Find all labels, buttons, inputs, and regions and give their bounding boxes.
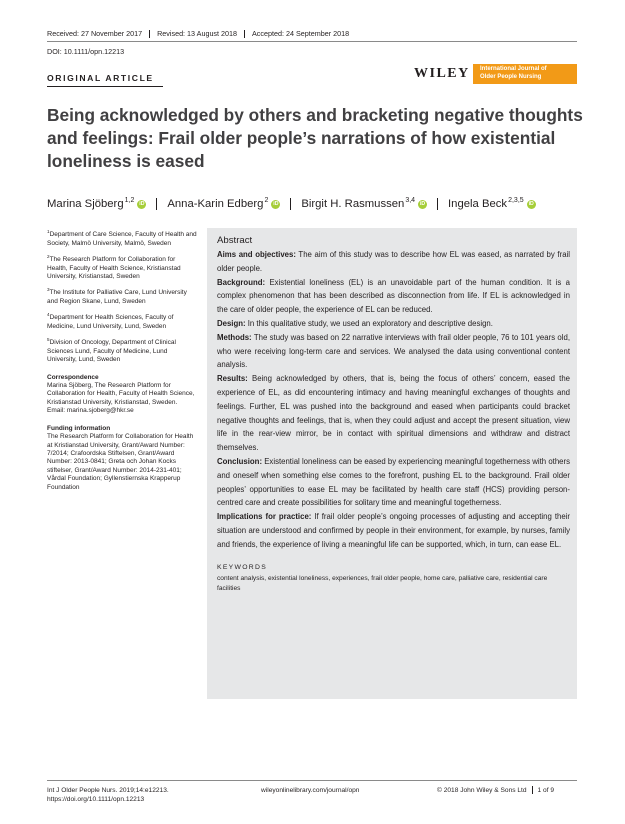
affiliation-number: 3 [47,287,50,293]
abstract-section [217,455,570,510]
author-affiliation-marks: 1,2 [124,196,135,204]
author-divider [290,198,291,210]
section-text: If frail older people’s ongoing processes of adjusting and accepting their situation are understood and confirmed by people in their environment, for example, by nurses, family and friends, the experience of living a meaningful life can be supported, which, in turn, can ease EL. [217,512,570,549]
author [167,198,280,210]
abstract-section [217,248,570,276]
author-name: Ingela Beck [448,198,508,210]
orcid-icon[interactable]: iD [139,201,145,207]
section-label: Aims and objectives: [217,250,296,259]
section-text: The study was based on 22 narrative interviews with frail older people, 76 to 101 years old, who were receiving long-term care and services. We analysed the data using conventional content analysis. [217,332,570,370]
doi-link[interactable]: https://doi.org/10.1111/opn.12213 [47,796,145,804]
funding [47,425,197,492]
affiliation [47,253,197,281]
affiliation-text: Division of Oncology, Department of Clinical Sciences Lund, Faculty of Medicine, Lund University, Lund, Sweden [47,339,176,364]
author-name: Anna-Karin Edberg [167,198,264,210]
footer-right [437,786,554,795]
abstract-section [217,317,570,331]
affiliation-text: Department for Health Sciences, Faculty of Medicine, Lund University, Lund, Sweden [47,314,174,330]
correspondence [47,374,197,416]
correspondence-text: Marina Sjöberg, The Research Platform for Collaboration for Health, Faculty of Health Science, Kristianstad University, Kristianstad, Sweden. [47,382,195,406]
page-number: 1 of 9 [537,787,555,794]
author-list [47,198,536,210]
article-sidebar [47,228,197,492]
author-name: Birgit H. Rasmussen [301,198,405,210]
affiliation-number: 4 [47,312,50,318]
abstract-section [217,276,570,317]
publisher-logo: WILEY [414,66,470,81]
footer-rule [47,780,577,781]
journal-name-line1: International Journal of [480,66,547,72]
affiliation [47,311,197,331]
footer-citation [47,786,169,805]
affiliation-text: Department of Care Science, Faculty of Health and Society, Malmö University, Malmö, Sweden [47,231,197,247]
section-text: Existential loneliness (EL) is an unavoidable part of the human condition. It is a complex phenomenon that has been described as disconnection from life. If EL is acknowledged in the care of older people, the experience of EL can be reduced. [217,277,570,315]
affiliation-text: The Institute for Palliative Care, Lund University and Region Skane, Lund, Sweden [47,289,187,305]
affiliation-number: 2 [47,253,50,259]
article-type: ORIGINAL ARTICLE [47,73,154,83]
section-label: Design: [217,318,246,328]
journal-badge [473,64,577,84]
section-label: Methods: [217,332,252,342]
footer-divider [532,786,533,794]
author [47,198,146,210]
author [301,198,427,210]
correspondence-heading: Correspondence [47,373,99,381]
funding-heading: Funding information [47,424,111,432]
affiliation-number: 1 [47,229,50,234]
citation-text: Int J Older People Nurs. 2019;14:e12213. [47,787,169,794]
funding-text: The Research Platform for Collaboration for Health at Kristianstad University, Grant/Award Number: 7/2014; Crafoordska Stiftelsen, Grant/Award Number: 2013-0841; Greta och Johan Kocks stiftelser, Grant/Award Number: 2014-231-401; Vårdal Foundation; Gyllenstiernska Krapperup Foundation [47,433,194,491]
section-label: Implications for practice: [217,512,312,522]
section-label: Results: [217,374,248,384]
revised-date: Revised: 13 August 2018 [157,29,238,38]
section-text: Existential loneliness can be eased by experiencing meaningful togetherness with others and oneself when something else comes to the forefront, pushing EL to the background. Frail older peoples’ opportunities to ease EL may be facilitated by health care staff (HCS) providing person-centred care and create possibilities for solitary time and meaningful togetherness. [217,456,570,508]
meta-divider [244,30,245,38]
orcid-icon[interactable]: iD [419,201,426,207]
section-text: The aim of this study was to describe how EL was eased, as narrated by frail older people. [217,250,570,273]
author [448,198,536,210]
affiliation-number: 5 [47,337,50,343]
orcid-icon[interactable]: iD [528,201,534,207]
received-date: Received: 27 November 2017 [47,29,143,38]
article-type-underline [47,86,163,87]
author-affiliation-marks: 2 [264,196,269,204]
section-label: Conclusion: [217,456,263,466]
affiliation-text: The Research Platform for Collaboration for Health, Faculty of Health Science, Kristianstad University, Kristianstad, Sweden [47,256,181,280]
orcid-icon[interactable]: iD [273,201,279,207]
author-divider [437,198,438,210]
abstract-section [217,372,570,455]
article-history [47,29,349,38]
author-divider [156,198,157,210]
accepted-date: Accepted: 24 September 2018 [252,29,350,38]
abstract-section [217,331,570,372]
article-title: Being acknowledged by others and bracketing negative thoughts and feelings: Frail older people’s narrations of how existential loneliness is eased [47,105,583,171]
author-affiliation-marks: 3,4 [405,196,416,204]
section-text: Being acknowledged by others, that is, being the focus of others’ concern, eased the experience of EL, as did encountering intimacy and having meaningful exchanges of thoughts and feelings. Further, EL was pushed into the background and eased when participants could bracket negative thoughts and feelings, that is, when they could adjust and accept the present situation, view life in the rear-view mirror, be in contact with spiritual dimensions and withdraw and distract themselves. [217,374,570,453]
abstract-heading: Abstract [217,235,253,246]
journal-url[interactable]: wileyonlinelibrary.com/journal/opn [261,787,360,794]
journal-name-line2: Older People Nursing [480,73,542,80]
keywords-heading: KEYWORDS [217,563,268,571]
abstract-section [217,510,570,551]
abstract-box [207,228,577,699]
section-label: Background: [217,277,266,287]
correspondence-email[interactable]: Email: marina.sjoberg@hkr.se [47,407,134,415]
meta-divider [149,30,150,38]
doi: DOI: 10.1111/opn.12213 [47,47,125,56]
copyright: © 2018 John Wiley & Sons Ltd [437,787,527,794]
section-text: In this qualitative study, we used an exploratory and descriptive design. [245,318,493,328]
affiliation [47,286,197,306]
affiliation [47,228,197,248]
affiliation [47,336,197,364]
keywords-list: content analysis, existential loneliness, experiences, frail older people, home care, palliative care, residential care facilities [217,574,548,592]
author-affiliation-marks: 2,3,5 [508,196,524,204]
author-name: Marina Sjöberg [47,198,124,210]
header-rule [47,41,577,42]
